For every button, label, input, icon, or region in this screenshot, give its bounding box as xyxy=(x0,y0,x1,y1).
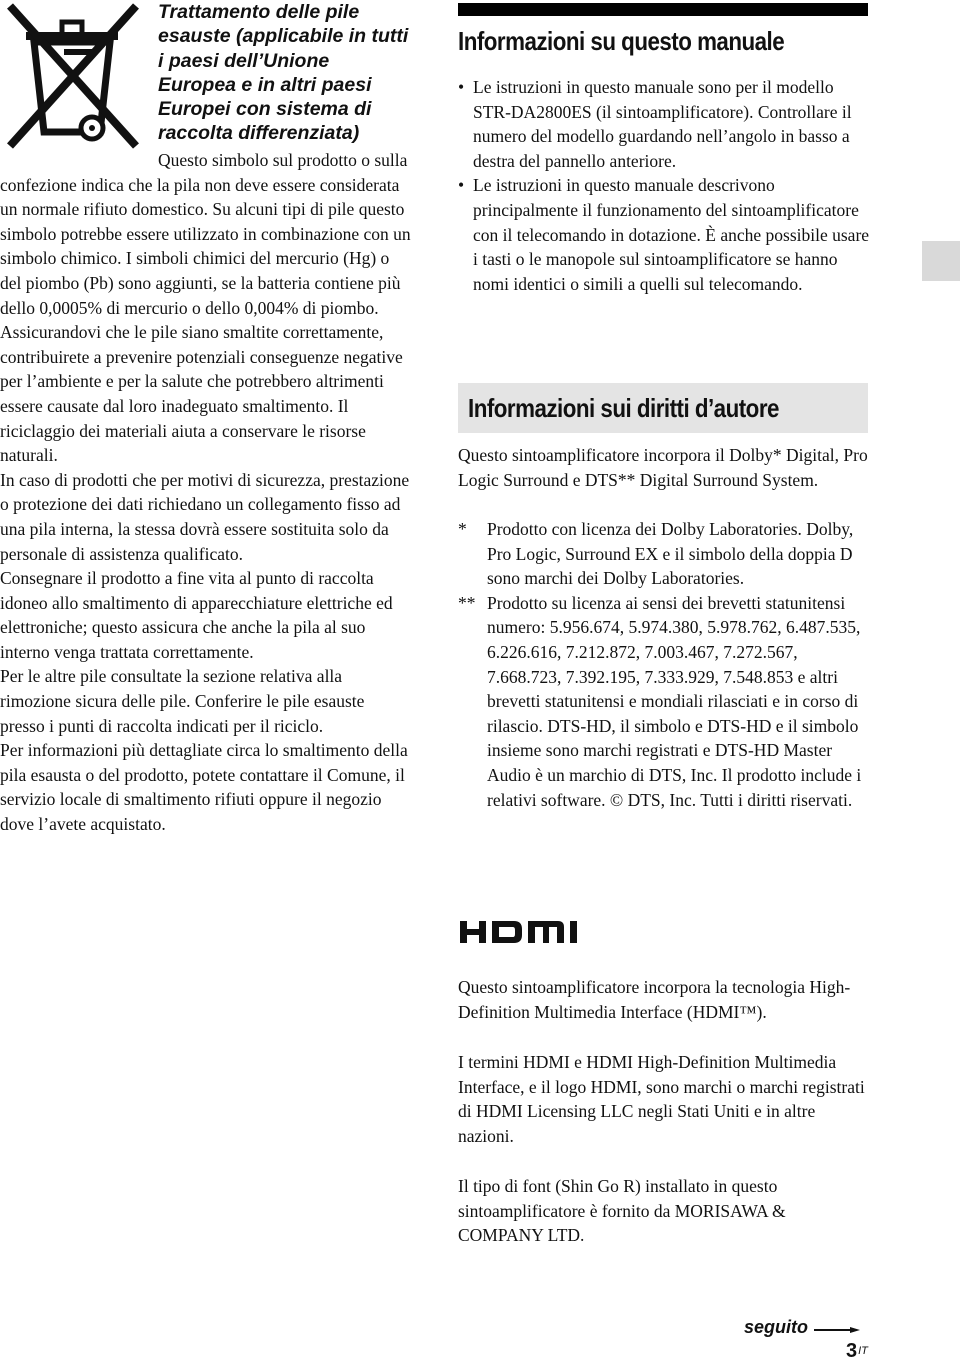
note-text: Prodotto su licenza ai sensi dei brevetti statunitensi numero: 5.956.674, 5.974.380, 5.978.762, 6.487.535, 6.226.616, 7.212.872, 7.003.467, 7.272.567, 7.668.723, 7.392.195, 7.333.929, 7.548.853 e altri brevetti statunitensi e mondiali rilasciati e in corso di rilascio. DTS-HD, il simbolo e DTS-HD e il simbolo insieme sono marchi registrati e DTS-HD Master Audio è un marchio di DTS, Inc. Il prodotto include i relativi software. © DTS, Inc. Tutti i diritti riservati. xyxy=(487,592,862,810)
paragraph: Assicurandovi che le pile siano smaltite correttamente, contribuirete a prevenire potenziali conseguenze negative per l’ambiente e per la salute che potrebbero altrimenti essere causate dal loro inadeguato smaltimento. Il riciclaggio dei materiali aiuta a conservare le risorse naturali. xyxy=(0,322,403,466)
note-text: Prodotto con licenza dei Dolby Laboratories. Dolby, Pro Logic, Surround EX e il simbolo della doppia D sono marchi dei Dolby Laboratories. xyxy=(487,519,854,589)
note-mark: * xyxy=(458,519,467,539)
license-notes xyxy=(458,517,870,812)
copyright-title: Informazioni sui diritti d’autore xyxy=(468,393,779,423)
manual-info-list xyxy=(458,75,870,296)
license-note xyxy=(458,591,870,812)
paragraph: Per informazioni più dettagliate circa lo smaltimento della pila esausta o del prodotto, potete contattare il Comune, il servizio locale di smaltimento rifiuti oppure il negozio dove l’avete acquistato. xyxy=(0,740,408,835)
battery-disposal-body xyxy=(0,148,412,837)
hdmi-logo xyxy=(458,918,592,946)
paragraph: Per le altre pile consultate la sezione relativa alla rimozione sicura delle pile. Conferire le pile esauste presso i punti di raccolta indicati per il riciclo. xyxy=(0,666,365,736)
section-thumb-tab xyxy=(922,241,960,281)
section-header-bar xyxy=(458,3,868,16)
font-credit-paragraph: Il tipo di font (Shin Go R) installato in questo sintoamplificatore è fornito da MORISAWA & COMPANY LTD. xyxy=(458,1176,786,1246)
continued-arrow-icon xyxy=(814,1327,860,1333)
paragraph: In caso di prodotti che per motivi di sicurezza, prestazione o protezione dei dati richiedano un collegamento fisso ad una pila interna, la stessa dovrà essere sostituita solo da personale di assistenza qualificato. xyxy=(0,469,410,564)
note-mark: ** xyxy=(458,592,476,613)
page-language-suffix: IT xyxy=(858,1345,868,1357)
continued-label: seguito xyxy=(744,1317,809,1337)
page-number xyxy=(846,1340,868,1362)
page-number-value: 3 xyxy=(846,1340,858,1362)
crossed-out-wheelie-bin-icon xyxy=(4,2,140,150)
list-item: • Le istruzioni in questo manuale descrivono principalmente il funzionamento del sintoamplificatore con il telecomando in dotazione. È anche possibile usare i tasti o le manopole sul sintoamplificatore se hanno nomi identici o simili a quelli sul telecomando. xyxy=(458,173,870,296)
copyright-title-box xyxy=(458,383,868,433)
license-note xyxy=(458,517,870,591)
paragraph: Consegnare il prodotto a fine vita al punto di raccolta idoneo allo smaltimento di apparecchiature elettriche ed elettroniche; questo assicura che anche la pila al suo interno venga trattata correttamente. xyxy=(0,568,393,662)
hdmi-paragraph: Questo sintoamplificatore incorpora la tecnologia High-Definition Multimedia Interface (HDMI™). xyxy=(458,977,851,1022)
manual-info-title: Informazioni su questo manuale xyxy=(458,26,785,56)
dolby-dts-intro: Questo sintoamplificatore incorpora il Dolby* Digital, Pro Logic Surround e DTS** Digital Surround System. xyxy=(458,445,868,490)
battery-disposal-heading: Trattamento delle pile esauste (applicabile in tutti i paesi dell’Unione Europea e in altri paesi Europei con sistema di raccolta differenziata) xyxy=(158,1,409,145)
hdmi-trademark-paragraph: I termini HDMI e HDMI High-Definition Multimedia Interface, e il logo HDMI, sono marchi o marchi registrati di HDMI Licensing LLC negli Stati Uniti e in altre nazioni. xyxy=(458,1052,865,1146)
list-item: • Le istruzioni in questo manuale sono per il modello STR-DA2800ES (il sintoamplificatore). Controllare il numero del modello guardando nell’angolo in basso a destra del pannello anteriore. xyxy=(458,75,870,173)
paragraph: Questo simbolo sul prodotto o sulla confezione indica che la pila non deve essere considerata un normale rifiuto domestico. Su alcuni tipi di pile questo simbolo potrebbe essere utilizzato in combinazione con un simbolo chimico. I simboli chimici del mercurio (Hg) o del piombo (Pb) sono aggiunti, se la batteria contiene più dello 0,0005% di mercurio o dello 0,004% di piombo. xyxy=(0,150,411,318)
